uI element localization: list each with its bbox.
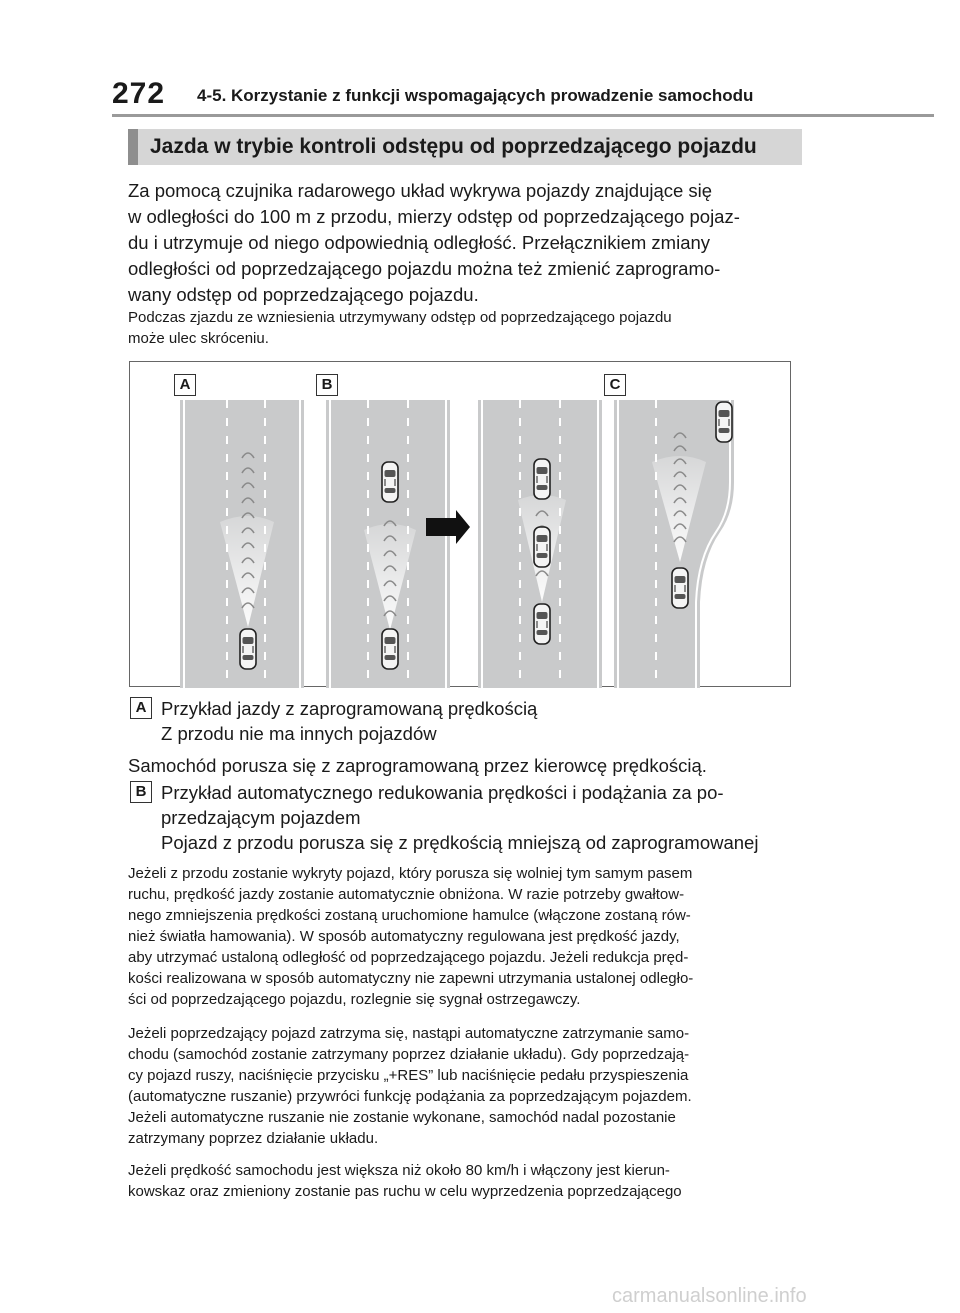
intro-line: du i utrzymuje od niego odpowiednią odległość. Przełącznikiem zmiany	[128, 232, 711, 253]
paragraph-line: aby utrzymać ustaloną odległość od poprzedzającego pojazdu. Jeżeli redukcja pręd-	[128, 949, 689, 966]
road-b-after	[478, 400, 602, 688]
figure-illustration	[130, 362, 792, 688]
paragraph-deceleration	[128, 863, 804, 1010]
paragraph-line: zatrzymany poprzez działanie układu.	[128, 1130, 379, 1147]
watermark: carmanualsonline.info	[612, 1285, 807, 1307]
paragraph-line: nego zmniejszenia prędkości zostaną uruchomione hamulce (włączone zostaną rów-	[128, 907, 691, 924]
intro-line: odległości od poprzedzającego pojazdu można też zmienić zaprogramo-	[128, 258, 721, 279]
item-b-title-1: Przykład automatycznego redukowania prędkości i podążania za po-	[161, 782, 724, 803]
figure-label-a: A	[174, 374, 196, 396]
item-b-marker: B	[130, 781, 152, 803]
header-rule	[112, 114, 934, 117]
radar-cruise-figure	[129, 361, 791, 687]
intro-line: Za pomocą czujnika radarowego układ wykrywa pojazdy znajdujące się	[128, 180, 713, 201]
paragraph-line: kowskaz oraz zmieniony zostanie pas ruchu w celu wyprzedzenia poprzedzającego	[128, 1183, 682, 1200]
note-paragraph	[128, 307, 804, 349]
road-b	[326, 400, 450, 688]
paragraph-line: chodu (samochód zostanie zatrzymany poprzez działanie układu). Gdy poprzedzają-	[128, 1046, 690, 1063]
figure-label-c: C	[604, 374, 626, 396]
item-a-subtitle: Z przodu nie ma innych pojazdów	[161, 723, 437, 744]
paragraph-line: kości realizowana w sposób automatyczny nie zapewni utrzymania ustalonej odległo-	[128, 970, 694, 987]
item-a-text: Samochód porusza się z zaprogramowaną przez kierowcę prędkością.	[128, 755, 707, 776]
road-a	[180, 400, 304, 688]
note-line: Podczas zjazdu ze wzniesienia utrzymywany odstęp od poprzedzającego pojazdu	[128, 309, 672, 326]
paragraph-line: Jeżeli automatyczne ruszanie nie zostanie wykonane, samochód nadal pozostanie	[128, 1109, 676, 1126]
paragraph-line: Jeżeli z przodu zostanie wykryty pojazd, który porusza się wolniej tym samym pasem	[128, 865, 693, 882]
paragraph-line: nież światła hamowania). W sposób automatyczny regulowana jest prędkość jazdy,	[128, 928, 680, 945]
paragraph-line: Jeżeli poprzedzający pojazd zatrzyma się, nastąpi automatyczne zatrzymanie samo-	[128, 1025, 690, 1042]
note-line: może ulec skróceniu.	[128, 330, 269, 347]
intro-line: wany odstęp od poprzedzającego pojazdu.	[128, 284, 479, 305]
item-a-marker: A	[130, 697, 152, 719]
section-heading: Jazda w trybie kontroli odstępu od poprzedzającego pojazdu	[128, 129, 802, 165]
paragraph-line: ści od poprzedzającego pojazdu, rozlegnie się sygnał ostrzegawczy.	[128, 991, 581, 1008]
item-a-title: Przykład jazdy z zaprogramowaną prędkością	[161, 698, 538, 719]
page-number: 272	[112, 77, 166, 110]
item-b-subtitle: Pojazd z przodu porusza się z prędkością mniejszą od zaprogramowanej	[161, 832, 759, 853]
paragraph-line: ruchu, prędkość jazdy zostanie automatycznie obniżona. W razie potrzeby gwałtow-	[128, 886, 685, 903]
road-c	[614, 400, 734, 688]
chapter-title: 4-5. Korzystanie z funkcji wspomagających prowadzenie samochodu	[197, 86, 754, 105]
figure-label-b: B	[316, 374, 338, 396]
paragraph-line: Jeżeli prędkość samochodu jest większa niż około 80 km/h i włączony jest kierun-	[128, 1162, 670, 1179]
intro-line: w odległości do 100 m z przodu, mierzy odstęp od poprzedzającego pojaz-	[128, 206, 740, 227]
paragraph-stop-and-go	[128, 1023, 804, 1149]
intro-paragraph	[128, 178, 804, 308]
paragraph-line: cy pojazd ruszy, naciśnięcie przycisku „+RES” lub naciśnięcie pedału przyspieszenia	[128, 1067, 689, 1084]
paragraph-line: (automatyczne ruszanie) przywróci funkcję podążania za poprzedzającym pojazdem.	[128, 1088, 692, 1105]
paragraph-overtaking	[128, 1160, 804, 1202]
item-b-title-2: przedzającym pojazdem	[161, 807, 361, 828]
